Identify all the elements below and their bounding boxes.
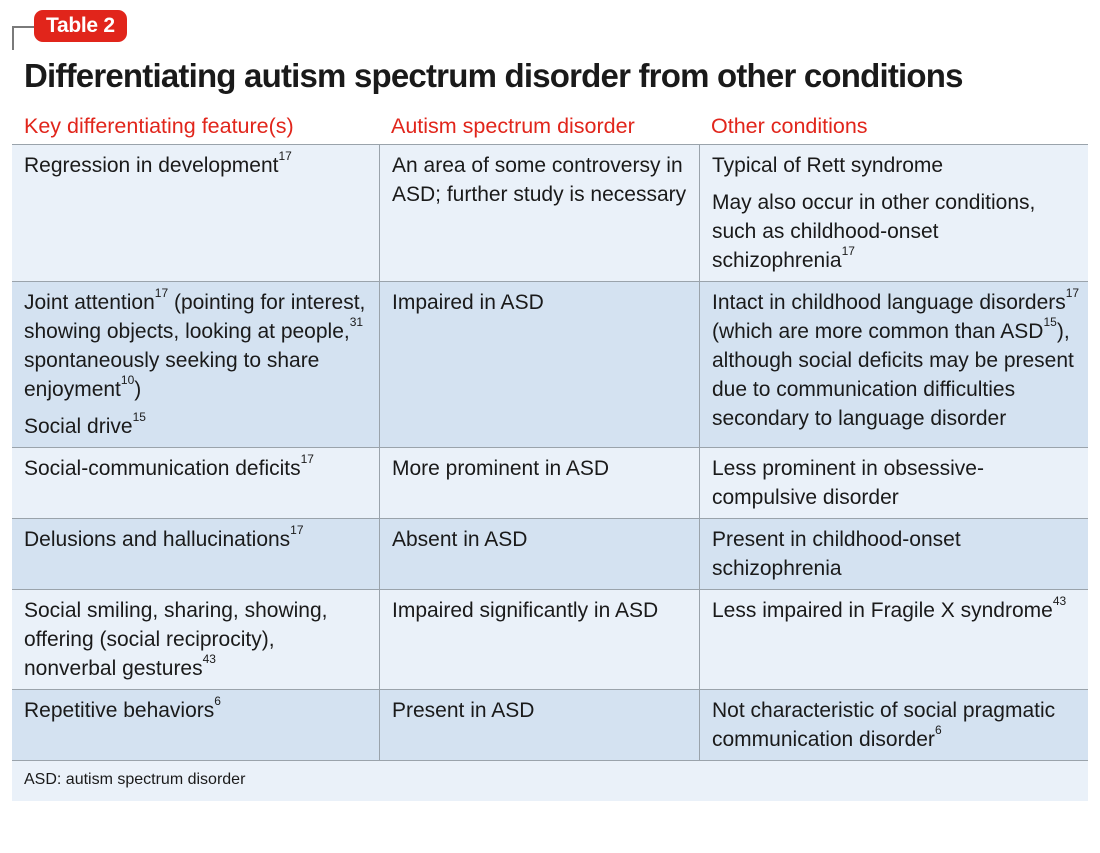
asd-cell	[379, 519, 699, 589]
reference-superscript: 17	[290, 523, 304, 537]
cell-text: Intact in childhood language disorders	[712, 291, 1066, 314]
feature-cell	[12, 448, 379, 518]
asd-cell	[379, 690, 699, 760]
table-title: Differentiating autism spectrum disorder from other conditions	[24, 57, 963, 94]
cell-text: Present in ASD	[392, 699, 535, 722]
asd-cell	[379, 282, 699, 447]
other-conditions-cell	[699, 590, 1088, 689]
cell-paragraph	[24, 525, 371, 554]
table-header-row	[12, 108, 1088, 144]
reference-superscript: 15	[1043, 315, 1057, 329]
cell-paragraph	[712, 288, 1080, 433]
cell-text: Less impaired in Fragile X syndrome	[712, 599, 1053, 622]
table-body	[12, 144, 1088, 760]
cell-paragraph	[712, 596, 1080, 625]
cell-paragraph	[24, 412, 371, 441]
reference-superscript: 43	[202, 652, 216, 666]
feature-cell	[12, 590, 379, 689]
reference-superscript: 17	[154, 286, 169, 300]
cell-paragraph	[712, 525, 1080, 583]
asd-cell	[379, 145, 699, 281]
cell-text: Delusions and hallucinations	[24, 528, 291, 551]
cell-text: ), although social deficits may be present due to communication difficulties secondary to language disorder	[712, 320, 1074, 430]
header-other: Other conditions	[711, 114, 868, 138]
cell-paragraph	[392, 696, 691, 725]
reference-superscript: 6	[214, 694, 221, 708]
cell-paragraph	[24, 696, 371, 725]
reference-superscript: 31	[349, 315, 364, 329]
cell-text: Impaired significantly in ASD	[392, 599, 659, 622]
cell-text: Present in childhood-onset schizophrenia	[712, 528, 961, 580]
cell-text: Not characteristic of social pragmatic communication disorder	[712, 699, 1056, 751]
table-row	[12, 281, 1088, 447]
cell-paragraph	[24, 596, 371, 683]
reference-superscript: 17	[278, 149, 292, 163]
table-row	[12, 144, 1088, 281]
cell-text: )	[134, 378, 142, 401]
asd-cell	[379, 448, 699, 518]
reference-superscript: 10	[120, 373, 135, 387]
cell-paragraph	[712, 188, 1080, 275]
feature-cell	[12, 519, 379, 589]
other-conditions-cell	[699, 519, 1088, 589]
cell-paragraph	[392, 525, 691, 554]
comparison-table	[12, 108, 1088, 801]
other-conditions-cell	[699, 282, 1088, 447]
cell-paragraph	[24, 454, 371, 483]
table-number-badge: Table 2	[34, 10, 127, 42]
cell-paragraph	[712, 696, 1080, 754]
cell-text: Social drive	[24, 415, 133, 438]
cell-text: Regression in development	[24, 154, 279, 177]
cell-paragraph	[712, 151, 1080, 180]
cell-text: Social smiling, sharing, showing, offering (social reciprocity), nonverbal gestures	[24, 599, 328, 680]
cell-text: Repetitive behaviors	[24, 699, 215, 722]
cell-text: Absent in ASD	[392, 528, 528, 551]
reference-superscript: 15	[132, 410, 146, 424]
cell-paragraph	[24, 151, 371, 180]
feature-cell	[12, 145, 379, 281]
feature-cell	[12, 282, 379, 447]
cell-paragraph	[392, 596, 691, 625]
reference-superscript: 43	[1052, 594, 1067, 608]
asd-cell	[379, 590, 699, 689]
cell-paragraph	[392, 454, 691, 483]
cell-text: More prominent in ASD	[392, 457, 610, 480]
cell-text: An area of some controversy in ASD; further study is necessary	[392, 154, 687, 206]
cell-paragraph	[392, 288, 691, 317]
cell-text: (pointing for interest, showing objects, looking at people,	[24, 291, 366, 343]
cell-text: Joint attention	[24, 291, 155, 314]
cell-text: Less prominent in obsessive-compulsive disorder	[712, 457, 984, 509]
cell-text: May also occur in other conditions, such as childhood-onset schizophrenia	[712, 191, 1036, 272]
other-conditions-cell	[699, 145, 1088, 281]
table-row	[12, 447, 1088, 518]
cell-paragraph	[392, 151, 691, 209]
cell-text: spontaneously seeking to share enjoyment	[24, 349, 320, 401]
reference-superscript: 17	[841, 244, 855, 258]
cell-text: Typical of Rett syndrome	[712, 154, 944, 177]
cell-paragraph	[24, 288, 371, 404]
table-row	[12, 589, 1088, 689]
cell-paragraph	[712, 454, 1080, 512]
table-row	[12, 689, 1088, 760]
reference-superscript: 6	[934, 723, 942, 737]
cell-text: Impaired in ASD	[392, 291, 544, 314]
table-row	[12, 518, 1088, 589]
table-footnote: ASD: autism spectrum disorder	[12, 760, 1088, 801]
header-asd: Autism spectrum disorder	[391, 114, 635, 138]
other-conditions-cell	[699, 690, 1088, 760]
reference-superscript: 17	[300, 452, 314, 466]
cell-text: (which are more common than ASD	[712, 320, 1044, 343]
feature-cell	[12, 690, 379, 760]
other-conditions-cell	[699, 448, 1088, 518]
cell-text: Social-communication deficits	[24, 457, 301, 480]
header-feature: Key differentiating feature(s)	[24, 114, 294, 138]
reference-superscript: 17	[1065, 286, 1080, 300]
